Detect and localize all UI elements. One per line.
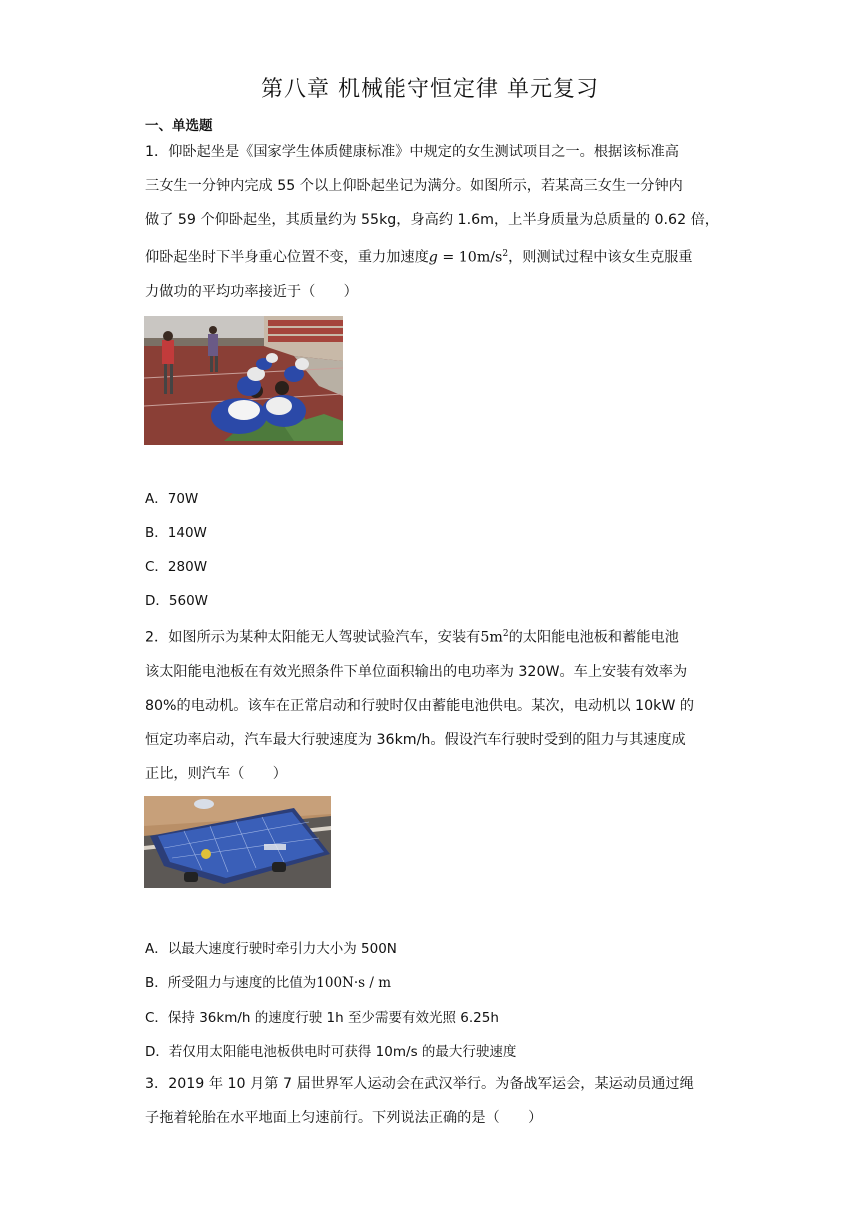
question-2-line: 80%的电动机。该车在正常启动和行驶时仅由蓄能电池供电。某次，电动机以 10kW 的 [145,697,695,714]
question-1-line: 做了 59 个仰卧起坐，其质量约为 55kg，身高约 1.6m，上半身质量为总质量的 0.62 倍， [145,212,719,228]
question-1-text [145,135,723,309]
question-1-line: 三女生一分钟内完成 55 个以上仰卧起坐记为满分。如图所示，若某高三女生一分钟内 [145,178,683,194]
option-a[interactable]: A．70W [145,491,199,507]
question-2-line: 恒定功率启动，汽车最大行驶速度为 36km/h。假设汽车行驶时受到的阻力与其速度成 [145,731,686,748]
question-3-line: 子拖着轮胎在水平地面上匀速前行。下列说法正确的是（ ） [145,1110,543,1126]
gravity-symbol: g [428,249,438,266]
option-c[interactable]: C．280W [145,559,208,575]
situp-test-photo [144,316,343,445]
question-2-line: 该太阳能电池板在有效光照条件下单位面积输出的电功率为 320W。车上安装有效率为 [145,663,688,680]
option-a[interactable]: A．以最大速度行驶时牵引力大小为 500N [145,941,397,957]
section-heading: 一、单选题 [145,118,213,134]
question-1-line: 1．仰卧起坐是《国家学生体质健康标准》中规定的女生测试项目之一。根据该标准高 [145,144,679,160]
question-2-text [145,617,723,791]
question-3-line: 3．2019 年 10 月第 7 届世界军人运动会在武汉举行。为备战军运会，某运动员通过绳 [145,1076,694,1092]
question-3-text [145,1067,723,1135]
option-b[interactable]: B．140W [145,525,207,541]
option-c[interactable]: C．保持 36km/h 的速度行驶 1h 至少需要有效光照 6.25h [145,1010,499,1026]
question-1-line: 仰卧起坐时下半身重心位置不变，重力加速度$g = 10m/s^2$，则测试过程中该女生克服重 [145,249,693,266]
option-b[interactable]: B．所受阻力与速度的比值为100N·s / m [145,975,391,991]
question-2-line: 正比，则汽车（ ） [145,765,287,782]
question-2-line: 2．如图所示为某种太阳能无人驾驶试验汽车，安装有$5m^2$的太阳能电池板和蓄能电池 [145,629,679,646]
page-title: 第八章 机械能守恒定律 单元复习 [261,77,599,102]
solar-car-photo [144,796,331,888]
question-1-line: 力做功的平均功率接近于（ ） [145,283,358,300]
option-d[interactable]: D．560W [145,593,209,609]
option-d[interactable]: D．若仅用太阳能电池板供电时可获得 10m/s 的最大行驶速度 [145,1044,517,1060]
